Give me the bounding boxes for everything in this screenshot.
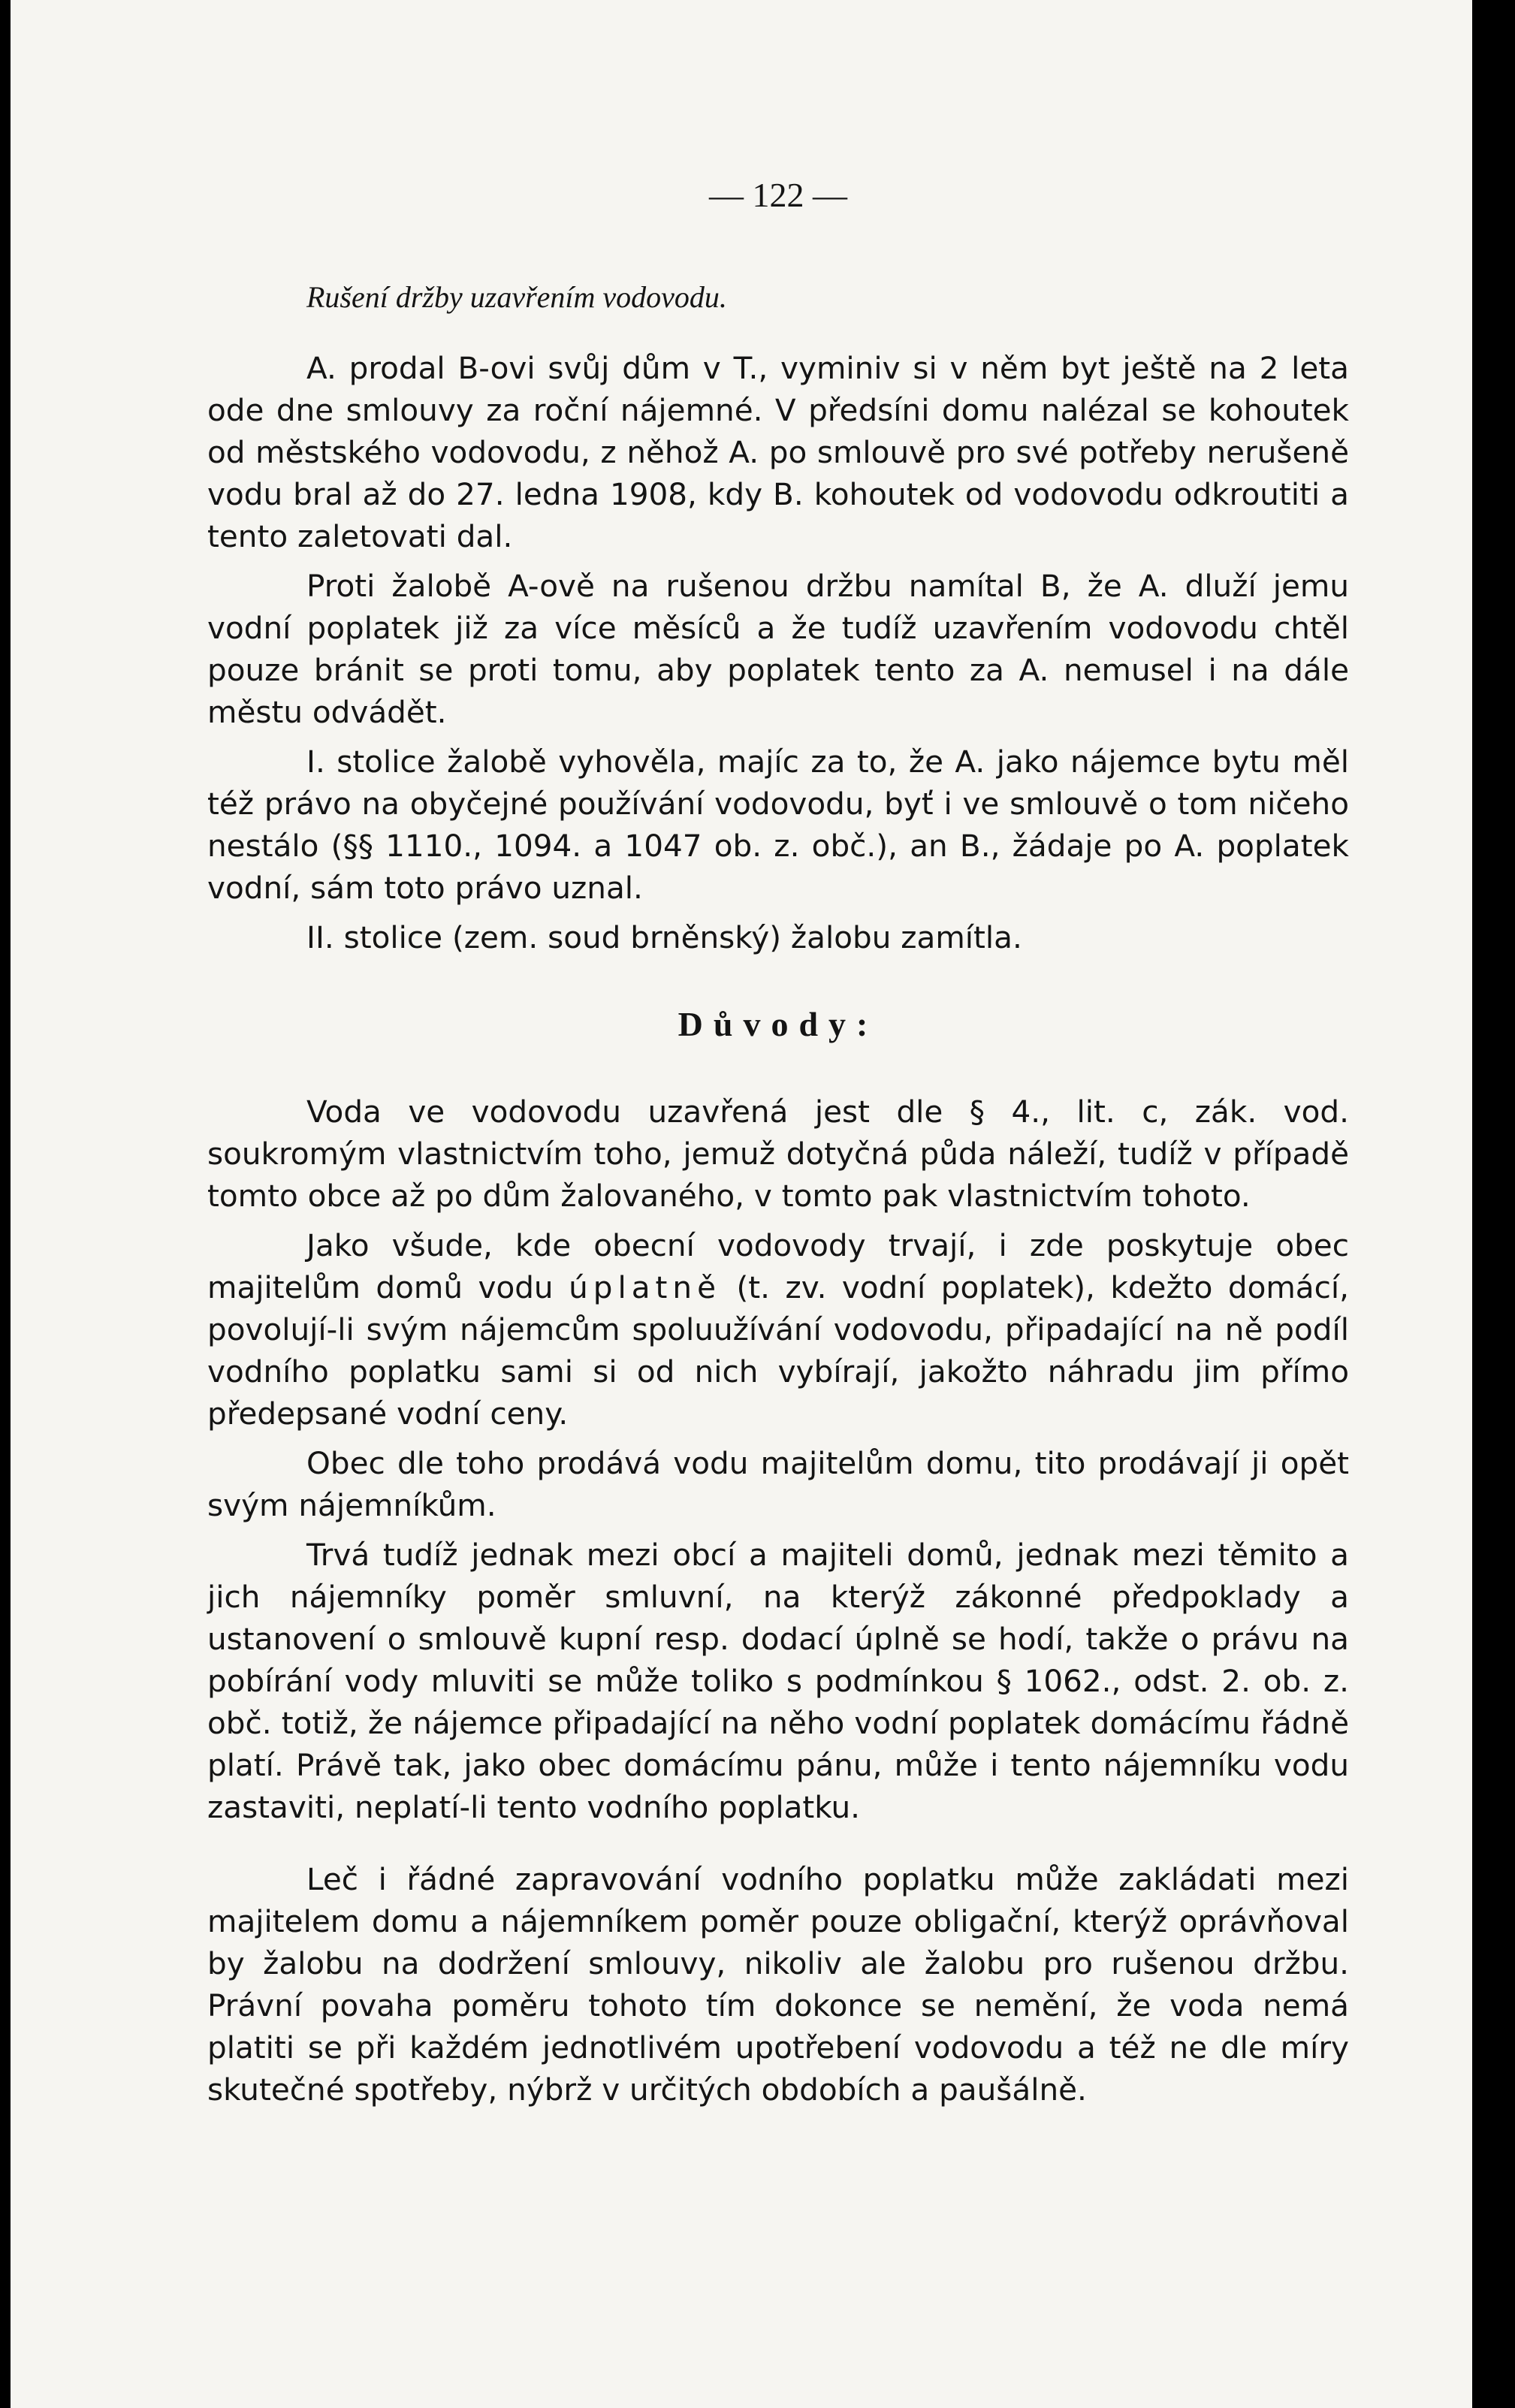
paragraph-8: Trvá tudíž jednak mezi obcí a majiteli domů, jednak mezi těmito a jich nájemníky poměr smluvní, na kterýž zákonné předpoklady a ustanovení o smlouvě kupní resp. dodací úplně se hodí, takže o právu na pobírání vody mluviti se může toliko s podmínkou § 1062., odst. 2. ob. z. obč. totiž, že nájemce připadající na něho vodní poplatek domácímu řádně platí. Právě tak, jako obec domácímu pánu, může i tento nájemníku vodu zastaviti, neplatí-li tento vodního poplatku. [207, 1537, 1349, 1825]
paragraph-4: II. stolice (zem. soud brněnský) žalobu zamítla. [306, 919, 1022, 955]
paragraph-9: Leč i řádné zapravování vodního poplatku může zakládati mezi majitelem domu a nájemníkem poměr pouze obligační, kterýž oprávňoval by žalobu na dodržení smlouvy, nikoliv ale žalobu pro rušenou držbu. Právní povaha poměru tohoto tím dokonce se nemění, že voda nemá platiti se při každém jednotlivém upotřebení vodovodu a též ne dle míry skutečné spotřeby, nýbrž v určitých obdobích a paušálně. [207, 1861, 1349, 2108]
document-page [11, 0, 1472, 2408]
paragraph-5: Voda ve vodovodu uzavřená jest dle § 4., lit. c, zák. vod. soukromým vlastnictvím toho, jemuž dotyčná půda náleží, tudíž v případě tomto obce až po dům žalovaného, v tomto pak vlastnictvím tohoto. [207, 1094, 1349, 1214]
paragraph-6-part-b: (t. zv. vodní poplatek), kdežto domácí, povolují-li svým nájemcům spoluužívání vodovodu, připadající na ně podíl vodního poplatku sami si od nich vybírají, jakožto náhradu jim přímo předepsané vodní ceny. [207, 1269, 1350, 1432]
paragraph-3: I. stolice žalobě vyhověla, majíc za to, že A. jako nájemce bytu měl též právo na obyčejné používání vodovodu, byť i ve smlouvě o tom ničeho nestálo (§§ 1110., 1094. a 1047 ob. z. obč.), an B., žádaje po A. poplatek vodní, sám toto právo uznal. [207, 744, 1349, 906]
emphasized-word: úplatně [569, 1269, 721, 1305]
paragraph-6-part-a: Jako všude, kde obecní vodovody trvají, i zde poskytuje obec majitelům domů vodu [207, 1227, 1349, 1305]
reasons-heading: Důvody: [678, 1005, 879, 1043]
paragraph-2: Proti žalobě A-ově na rušenou držbu namítal B, že A. dluží jemu vodní poplatek již za více měsíců a že tudíž uzavřením vodovodu chtěl pouze bránit se proti tomu, aby poplatek tento za A. nemusel i na dále městu odvádět. [207, 568, 1349, 730]
page-content [207, 174, 1349, 2111]
page-number: — 122 — [709, 176, 847, 214]
paragraph-7: Obec dle toho prodává vodu majitelům domu, tito prodávají ji opět svým nájemníkům. [207, 1445, 1349, 1523]
paragraph-6 [207, 1224, 1349, 1435]
paragraph-1: A. prodal B-ovi svůj dům v T., vyminiv si v něm byt ještě na 2 leta ode dne smlouvy za roční nájemné. V předsíni domu nalézal se kohoutek od městského vodovodu, z něhož A. po smlouvě pro své potřeby nerušeně vodu bral až do 27. ledna 1908, kdy B. kohoutek od vodovodu odkroutiti a tento zaletovati dal. [207, 350, 1349, 554]
section-title: Rušení držby uzavřením vodovodu. [306, 280, 727, 314]
